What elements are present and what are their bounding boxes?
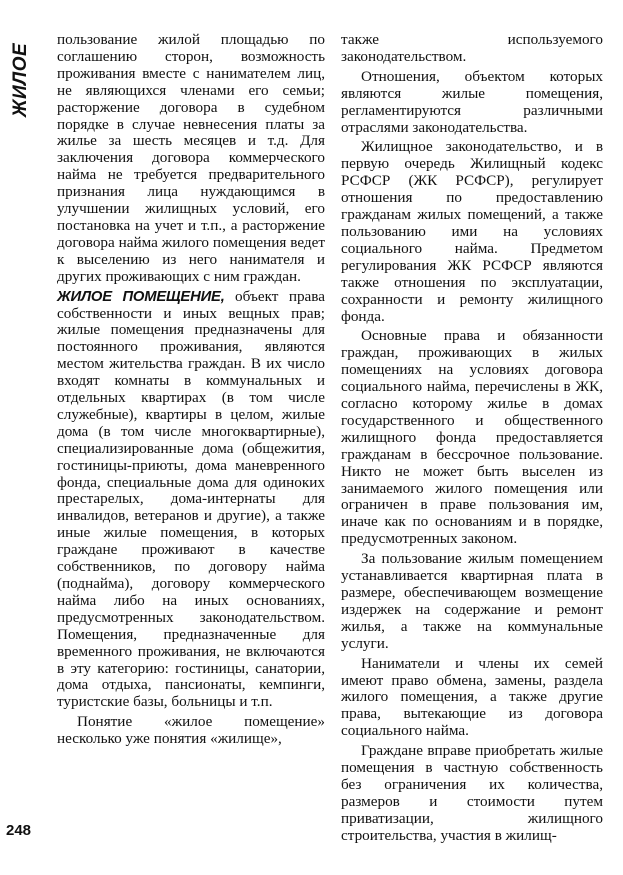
- right-paragraph: Граждане вправе приобретать жилые помещения в частную собственность без ограничения их количества, размеров и стоимости путем приватизации, жилищного строительства, участия в жилищ-: [341, 742, 603, 844]
- right-column: [341, 32, 603, 845]
- running-header: [6, 40, 36, 120]
- entry-definition: объект права собственности и иных вещных прав; жилые помещения предназначены для постоянного проживания, являются местом жительства граждан. В их число входят комнаты в коммунальных и отдельных квартирах (в том числе служебные), квартиры в целом, жилые дома (в том числе многоквартирные), специализированные дома (общежития, гостиницы-приюты, дома маневренного фонда, специальные дома для одиноких престарелых, дома-интернаты для инвалидов, ветеранов и другие), а также иные жилые помещения, в которых граждане проживают в качестве собственников, по договору найма (поднайма), договору коммерческого найма либо на иных основаниях, предусмотренных законодательством. Помещения, предназначенные для временного проживания, не включаются в эту категорию: гостиницы, санатории, дома отдыха, пансионаты, кемпинги, туристские базы, больницы и т.п.: [57, 287, 325, 711]
- dictionary-entry: [57, 289, 325, 712]
- right-paragraph: Жилищное законодательство, и в первую очередь Жилищный кодекс РСФСР (ЖК РСФСР), регулирует отношения по предоставлению гражданам жилых помещений, а также пользованию ими на условиях социального найма. Предметом регулирования ЖК РСФСР являются также отношения по эксплуатации, сохранности и ремонту жилищного фонда.: [341, 138, 603, 325]
- right-paragraph: также используемого законодательством.: [341, 31, 603, 65]
- running-header-label: ЖИЛОЕ: [10, 42, 32, 118]
- left-paragraph: Понятие «жилое помещение» несколько уже понятия «жилище»,: [57, 713, 325, 748]
- right-paragraph: Наниматели и члены их семей имеют право обмена, замены, раздела жилого помещения, а также другие права, вытекающие из договора социального найма.: [341, 654, 603, 740]
- right-paragraph: Основные права и обязанности граждан, проживающих в жилых помещениях на условиях договора социального найма, перечислены в ЖК, согласно которому жилье в домах государственного и общественного жилищного фонда предоставляется гражданам в бессрочное пользование. Никто не может быть выселен из занимаемого жилого помещения или ограничен в праве пользования им, иначе как по основаниям и в порядке, предусмотренных законом.: [341, 327, 603, 548]
- right-paragraph: Отношения, объектом которых являются жилые помещения, регламентируются различными отраслями законодательства.: [341, 67, 603, 136]
- entry-headword: ЖИЛОЕ ПОМЕЩЕНИЕ,: [57, 288, 225, 305]
- page-number: 248: [6, 822, 32, 839]
- left-paragraph-continuation: пользование жилой площадью по соглашению сторон, возможность проживания вместе с нанимателем лиц, не являющихся членами его семьи; расторжение договора в судебном порядке в случае невнесения платы за жилье за шесть месяцев и т.д. Для заключения договора коммерческого найма не требуется предварительного признания лица нуждающимся в улучшении жилищных условий, его постановка на учет и т.п., а расторжение договора найма жилого помещения ведет к выселению из него нанимателя и других проживающих с ним граждан.: [57, 31, 325, 285]
- right-paragraph: За пользование жилым помещением устанавливается квартирная плата в размере, обеспечивающем возмещение издержек на содержание и ремонт жилья, а также на коммунальные услуги.: [341, 550, 603, 652]
- left-column: [57, 32, 325, 748]
